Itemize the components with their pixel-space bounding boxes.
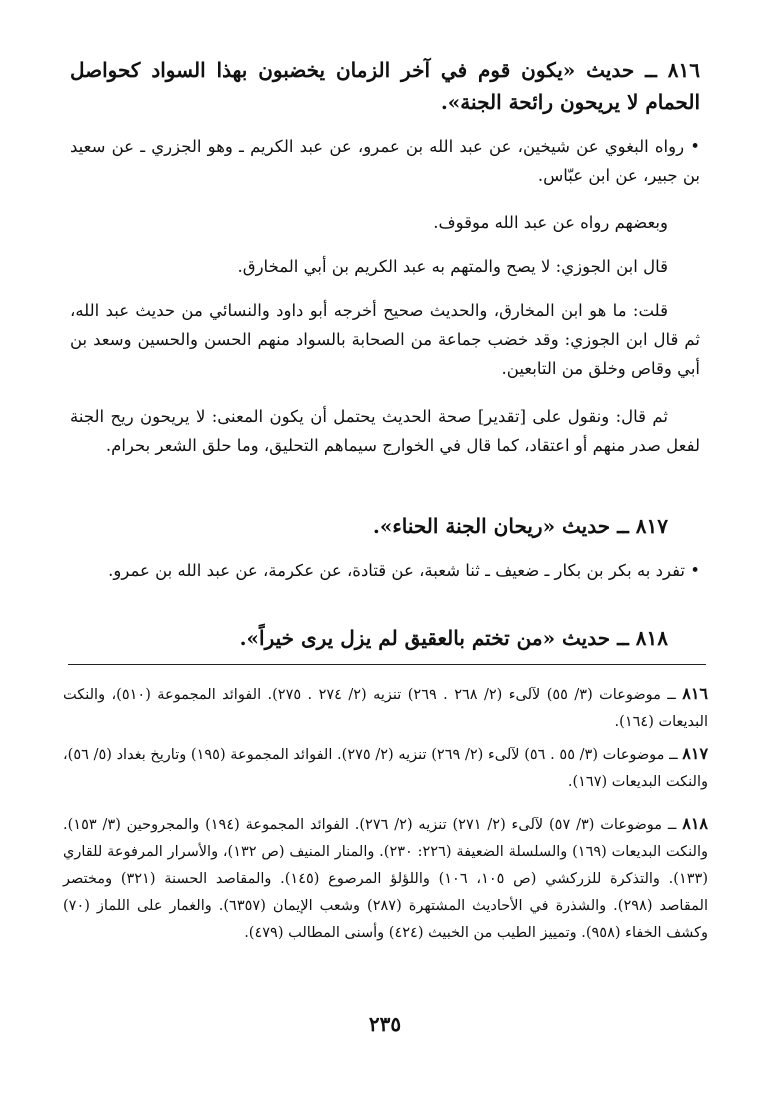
entry-heading-818 [70, 622, 700, 654]
entry-dash: ــ [617, 514, 629, 538]
footnote-number: ٨١٦ [682, 684, 708, 703]
footnote-text: ــ موضوعات (٣/ ٥٥ . ٥٦) لآلىء (٢/ ٢٦٩) تنزيه (٢/ ٢٧٥). الفوائد المجموعة (١٩٥) وتاريخ بغداد (٥/ ٥٦)، والنكت البديعات (١٦٧). [63, 747, 708, 790]
paragraph: قلت: ما هو ابن المخارق، والحديث صحيح أخرجه أبو داود والنسائي من حديث عبد الله، ثم قال ابن الجوزي: وقد خضب جماعة من الصحابة بالسواد منهم الحسن والحسين وسعد بن أبي وقاص وخلق من التابعين. [70, 301, 700, 378]
paragraph: ثم قال: ونقول على [تقدير] صحة الحديث يحتمل أن يكون المعنى: لا يريحون ريح الجنة لفعل صدر منهم أو اعتقاد، كما قال في الخوارج سيماهم التحليق، وما حلق الشعر بحرام. [70, 407, 700, 455]
footnote-text: ــ موضوعات (٣/ ٥٥) لآلىء (٢/ ٢٦٨ . ٢٦٩) تنزيه (٢/ ٢٧٤ . ٢٧٥). الفوائد المجموعة (٥١٠)، والنكت البديعات (١٦٤). [63, 687, 708, 730]
footnote-text: ــ موضوعات (٣/ ٥٧) لآلىء (٢/ ٢٧١) تنزيه (٢/ ٢٧٦). الفوائد المجموعة (١٩٤) والمجروحين (٣/ ١٥٣). والنكت البديعات (١٦٩) والسلسلة الضعيفة (٢٢٦: ٢٣٠). والمنار المنيف (ص ١٣٢)، والأسرار المرفوعة للقاري (١٣٣). والتذكرة للزركشي (ص ١٠٥، ١٠٦) واللؤلؤ المرصوع (١٤٥). والمقاصد الحسنة (٣٢١) ومختصر المقاصد (٢٩٨). والشذرة في الأحاديث المشتهرة (٢٨٧) وشعب الإيمان (٦٣٥٧). والغمار على اللماز (٧٠) وكشف الخفاء (٩٥٨). وتمييز الطيب من الخبيث (٤٢٤) وأسنى المطالب (٤٧٩). [63, 817, 709, 941]
entry-dash: ــ [617, 626, 629, 650]
entry-number: ٨١٨ [635, 626, 668, 650]
entry-heading-816 [70, 54, 700, 118]
footnote-816 [63, 680, 708, 736]
footnote-number: ٨١٧ [682, 744, 709, 763]
footnote-818 [63, 810, 708, 947]
entry-heading-817 [70, 510, 700, 542]
page-number: ٢٣٥ [368, 1012, 402, 1036]
entry-number: ٨١٦ [667, 58, 700, 82]
entry-dash: ــ [645, 58, 657, 82]
footnote-number: ٨١٨ [682, 814, 709, 833]
footnote-817 [63, 740, 708, 796]
entry-heading-text: حديث «ريحان الجنة الحناء». [372, 514, 611, 538]
entry-number: ٨١٧ [635, 514, 668, 538]
paragraph: وبعضهم رواه عن عبد الله موقوف. [433, 213, 668, 232]
paragraph: قال ابن الجوزي: لا يصح والمتهم به عبد الكريم بن أبي المخارق. [237, 257, 668, 276]
entry-heading-text: حديث «من تختم بالعقيق لم يزل يرى خيراً». [239, 626, 611, 650]
paragraph: • رواه البغوي عن شيخين، عن عبد الله بن عمرو، عن عبد الكريم ـ وهو الجزري ـ عن سعيد بن جبير، عن ابن عبّاس. [70, 137, 700, 185]
paragraph: • تفرد به بكر بن بكار ـ ضعيف ـ ثنا شعبة، عن قتادة، عن عكرمة، عن عبد الله بن عمرو. [108, 561, 700, 580]
footnote-divider [68, 664, 706, 665]
entry-heading-text: حديث «يكون قوم في آخر الزمان يخضبون بهذا السواد كحواصل الحمام لا يريحون رائحة الجنة». [70, 58, 700, 114]
